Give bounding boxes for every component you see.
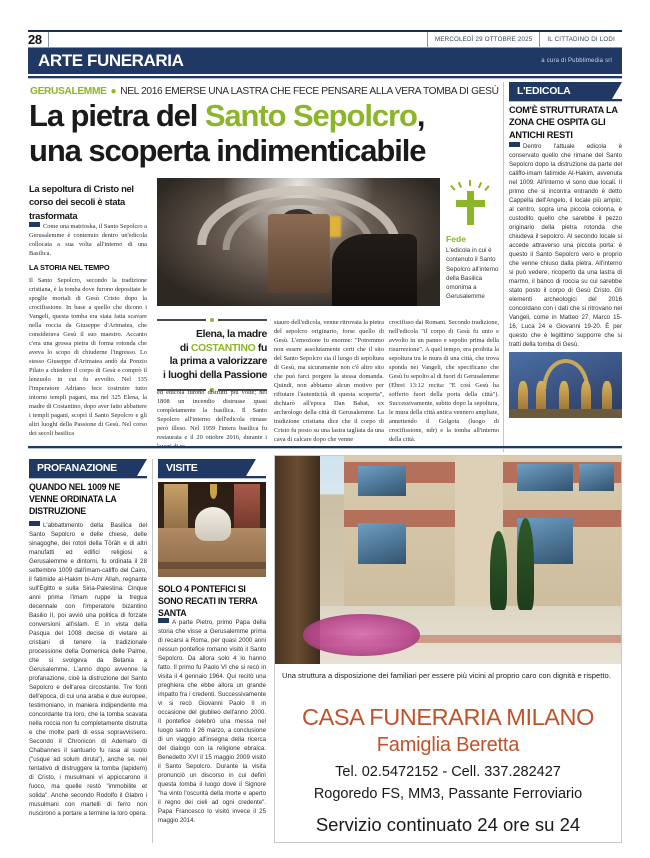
publication-name: IL CITTADINO DI LODI <box>539 32 622 47</box>
advert-phone[interactable]: Tel. 02.5472152 - Cell. 337.282427 <box>335 764 561 780</box>
profanazione-heading: QUANDO NEL 1009 NE VENNE ORDINATA LA DISTRUZIONE <box>29 482 121 516</box>
headline-part-1: La pietra del <box>29 98 205 133</box>
funeral-home-building-photo <box>275 456 621 664</box>
paragraph-marker-icon-3 <box>29 521 40 526</box>
pope-kneeling-stone-photo <box>158 482 266 577</box>
article-column-2: ed edicola furono distrutti più volte; nel 1808 un incendio distrusse quasi completamente la basilica. Il Santo Sepolcro all'interno dell'edicola rimase però illeso. Nel 1959 l'intera basilica fu restaurata e il 20 ottobre 2016, durante i lavori di re- <box>157 389 267 450</box>
folio-divider <box>48 32 427 47</box>
pull-line-1c: fu <box>255 342 267 354</box>
column-separator-1 <box>152 459 153 843</box>
advert-caption: Una struttura a disposizione dei familiari per essere più vicini al proprio caro con dignità e rispetto. <box>282 671 611 680</box>
cross-icon <box>448 183 494 229</box>
section-divider-rule <box>28 446 622 449</box>
pull-highlight: COSTANTINO <box>190 342 256 354</box>
article-column-3: stauro dell'edicola, venne ritrovata la pietra del sepolcro originario, forse quello di Gesù. L'emozione fu enorme: "Potremmo non essere assolutamente certi che il sito del Santo Sepolcro sia il luogo di sepoltura di Gesù, ma sicuramente non c'è altro sito che può farci porgere la stessa domanda. Quindi, non abbiamo alcun motivo per rifiutare l'autenticità di questa scoperta", dichiarò all'epoca Dan Bahat, ex archeologo della città di Gerusalemme. La tradizione cristiana dice che il corpo di Cristo fu posto su una lastra tagliata da una cava di calcare dopo che venne <box>274 319 384 443</box>
visite-heading: SOLO 4 PONTEFICI SI SONO RECATI IN TERRA SANTA <box>158 584 258 618</box>
tab-corner-icon <box>612 82 622 99</box>
article-kicker <box>30 86 500 97</box>
banner-underline <box>28 76 622 79</box>
fede-text: L'edicola in cui è contenuto il Santo Sepolcro all'interno della Basilica omonima a Gerusalemme <box>446 247 499 301</box>
headline-line-2: una scoperta indimenticabile <box>29 133 426 169</box>
advertisement[interactable] <box>274 455 622 843</box>
paragraph-marker-icon-2 <box>509 142 520 147</box>
edicola-tab-rule <box>509 99 622 102</box>
advert-business-name: CASA FUNERARIA MILANO <box>302 704 594 730</box>
lead-paragraph <box>29 222 147 258</box>
pull-line-2: la prima a valorizzare <box>169 356 267 368</box>
bullet-dot-icon <box>210 318 214 322</box>
edicola-heading: COM'È STRUTTURATA LA ZONA CHE OSPITA GLI ANTICHI RESTI <box>509 105 618 140</box>
edicola-body <box>509 142 622 350</box>
kicker-bullet-icon: ● <box>110 86 117 97</box>
kicker-place: GERUSALEMME <box>30 86 107 97</box>
fede-caption-block <box>446 183 504 302</box>
article-column-4: crocifisso dai Romani. Secondo tradizione, nell'edicola "il corpo di Gesù fu unto e avvolto in un panno e sepolto prima della risurrezione". A quel tempo, era proibita la sepoltura tra le mura di una città, che trova sponda nei Vangeli, che specificano che Gesù fu sepolto al di fuori di Gerusalemme (Ebrei 13:12 recita: "E così Gesù ha sofferto fuori della porta della città"). Successivamente, subito dopo la sepoltura, le mura della città antica vennero ampliate, annettendo il Golgota (luogo di crocifissione, ndr) e la tomba all'interno della città. <box>389 319 499 443</box>
pull-line-1: Elena, la madre <box>196 329 267 340</box>
paragraph-marker-icon-4 <box>158 618 169 623</box>
profanazione-body-text: L'abbattimento della Basilica del Santo Sepolcro e delle chiese, delle sinagoghe, dei rotoli della Tōrāh e di altri manufatti ed edifici religiosi a Gerusalemme e dintorni, fu ordinata il 28 settembre 1009 dall'imam-califfo del Cairo, il fatimide al-Hakim bi-Amr Allah, regnante sull'Egitto e sulla Siria-Palestina. Cinque anni prima l'imam ruppe la tregua decennale con l'imperatore bizantino Basilio II, poi avviò una politica di forzate conversioni all'islam. E in vista della Pasqua del 1008 decise di vietare ai cristiani di tenere la tradizionale processione della Domenica delle Palme, che si svolgeva da Betania a Gerusalemme. L'anno dopo avvenne la profanazione, cioè la distruzione del Santo Sepolcro e dell'area circostante. Tre fonti dell'epoca, di cui una araba e due europee, testimoniano, in maniera indipendente ma concordante tra loro, che la tomba scavata nella roccia non fu completamente distrutta e che molte parti di essa sopravvissero. Secondo il Chronicon di Ademaro di Chabannes il santuario fu rasa al suolo ("usque ad solum diruta"), anche se, nel tentativo di distruggere la tomba (lapidem) di Cristo, i musulmani vi appiccarono il fuoco, ma quelle restò "immobilite et solida". Anche secondo Rodolfo il Glabro i musulmani con martelli di ferro non riuscirono a portare a termine la loro opera. <box>29 522 147 817</box>
edicola-body-text: Dentro l'attuale edicola è conservato quello che rimane del Santo Sepolcro dopo la distruzione da parte del califfo-imam fatimide Al-Hakim, avvenuta nel 1009. All'interno vi sono due locali. Il primo che si incontra entrando è detto Cappella dell'Angelo, il locale più ampio; al centro, sopra una piccola colonna, è custodito quello che sarebbe il pezzo originario della pietra rotonda che chiudeva il sepolcro. Al secondo locale si accede attraverso una piccola porta: è questo il Santo Sepolcro vero e proprio che venne chiuso dalla pietra. All'interno si può vedere, ricoperto da una lastra di marmo, il banco di roccia su cui sarebbe stato posto il corpo di Gesù Cristo. Gli elementi archeologici del 2016 concordano con i dati che si ritrovano nei Vangeli, come in Matteo 27, Marco 15-16, Luca 24 e Giovanni 19-20. È per questo che è legittimo supporre che si tratti della tomba di Gesù. <box>509 143 622 348</box>
profanazione-body <box>29 521 147 818</box>
subhead-storia: LA STORIA NEL TEMPO <box>29 263 110 272</box>
folio-meta <box>427 32 622 47</box>
sidebar-tab-visite <box>158 459 246 476</box>
headline-part-2: , <box>416 98 425 133</box>
profanazione-tab-rule <box>29 476 147 479</box>
paragraph-marker-icon <box>29 222 40 227</box>
article-standfirst: La sepoltura di Cristo nel corso dei secoli è stata trasformata <box>29 183 134 221</box>
page-folio <box>28 30 622 48</box>
visite-body <box>158 618 266 826</box>
headline-highlight: Santo Sepolcro <box>204 98 417 133</box>
tab-corner-icon-2 <box>137 459 147 476</box>
advert-service-hours: Servizio continuato 24 ore su 24 <box>315 814 581 835</box>
pull-line-3: i luoghi della Passione <box>163 369 267 381</box>
tab-corner-icon-3 <box>246 459 256 476</box>
ancient-fresco-photo <box>509 352 622 418</box>
pull-line-1b: di <box>179 342 191 354</box>
column-1-text: Il Santo Sepolcro, secondo la tradizione cristiana, è la tomba dove furono depositate le spoglie mortali di Gesù Cristo dopo la crocifissione. In base a quello che dicono i Vangeli, questa tomba era stata fatta scavare nella roccia da Giuseppe d'Arimatea, che considerava Gesù il suo maestro. Accanto c'era una grossa pietra di forma rotonda che aveva lo scopo di chiuderne l'ingresso. Lo stesso Giuseppe d'Arimatea andò da Ponzio Pilato a chiedere il corpo di Gesù e comprò il lenzuolo in cui fu avvolto. Nel 135 l'imperatore Adriano fece costruire tutto intorno templi pagani, ma nel 325 Elena, la madre di Costantino, dopo aver fatto abbattere i templi pagani, scoprì il Santo Sepolcro e gli altri luoghi della Passione di Gesù. Nel corso dei secoli basilica <box>29 276 147 437</box>
page-title <box>29 98 504 169</box>
sidebar-tab-profanazione <box>29 459 137 476</box>
sidebar-tab-profanazione-label: PROFANAZIONE <box>37 461 117 474</box>
publication-date: MERCOLEDÌ 29 OTTOBRE 2025 <box>427 32 539 47</box>
page-number: 28 <box>28 32 42 47</box>
advert-family-name: Famiglia Beretta <box>376 734 520 756</box>
pull-quote <box>157 318 267 392</box>
advert-address: Rogoredo FS, MM3, Passante Ferroviario <box>313 786 583 802</box>
section-credit: a cura di Pubblimedia srl <box>541 58 612 64</box>
visite-tab-rule <box>158 476 266 479</box>
lead-text: Come una matrioska, il Santo Sepolcro a Gerusalemme è contenuto dentro un'edicola collocata a sua volta all'interno di una Basilica. <box>29 223 147 257</box>
section-title: ARTE FUNERARIA <box>38 51 184 70</box>
column-separator-right <box>503 82 504 452</box>
church-of-holy-sepulchre-photo <box>157 178 440 306</box>
sidebar-tab-visite-label: VISITE <box>166 461 198 474</box>
fede-title: Fede <box>446 234 467 244</box>
visite-body-text: A parte Pietro, primo Papa della storia che visse a Gerusalemme prima di recarsi a Roma, per quasi 2000 anni nessun pontefice romano visitò il Santo Sepolcro. Da allora solo 4 lo hanno fatto. Il primo fu Paolo VI che si recò in visita il 4 gennaio 1964. Qui recitò una preghiera che ebbe allora un grande impatto fra i credenti. Successivamente vi si recò Giovanni Paolo II in occasione del giubileo dell'anno 2000. Il pontefice celebrò una messa nel luogo santo il 26 marzo, a conclusione di un viaggio all'insegna della ricerca del dialogo con la religione ebraica. Benedetto XVI il 15 maggio 2009 visitò il Santo Sepolcro. Durante la visita pronunciò un discorso in cui definì questa tomba il luogo dove il Signore "ha vinto l'oscurità della morte e aperto il regno dei cieli ad ogni credente". Papa Francesco lo visitò invece il 25 maggio 2014. <box>158 619 266 824</box>
kicker-text: NEL 2016 EMERSE UNA LASTRA CHE FECE PENSARE ALLA VERA TOMBA DI GESÙ <box>120 86 499 97</box>
sidebar-tab-edicola-label: L'EDICOLA <box>517 84 571 97</box>
section-banner <box>28 48 622 74</box>
article-column-1 <box>29 222 147 438</box>
sidebar-tab-edicola <box>509 82 612 99</box>
pull-quote-text <box>157 322 267 388</box>
